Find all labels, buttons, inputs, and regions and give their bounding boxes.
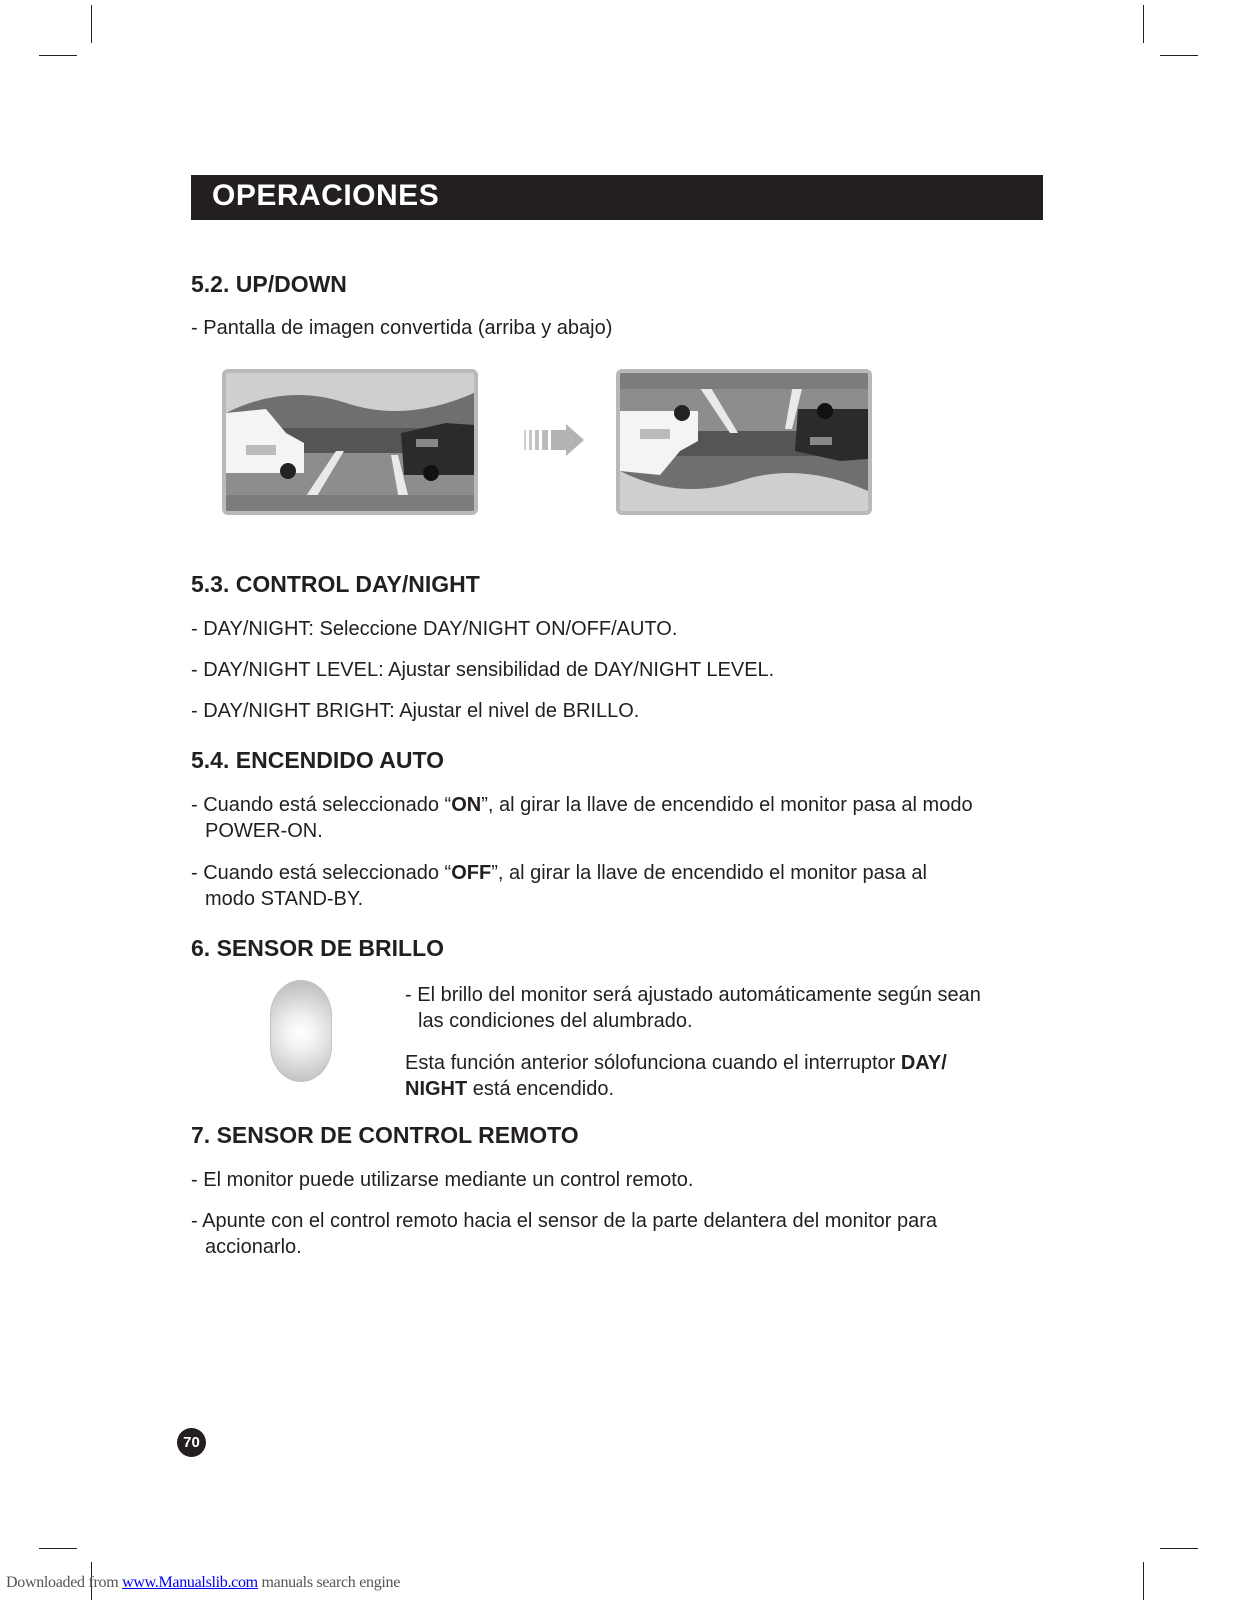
auto-bullet-2: - Cuando está seleccionado “OFF”, al girar la llave de encendido el monitor pasa al — [191, 862, 927, 884]
brightness-sensor-icon — [270, 980, 332, 1082]
auto-bullet-1: - Cuando está seleccionado “ON”, al girar la llave de encendido el monitor pasa al modo — [191, 794, 973, 816]
manualslib-link[interactable]: www.Manualslib.com — [122, 1574, 258, 1591]
updown-line: - Pantalla de imagen convertida (arriba y abajo) — [191, 317, 613, 339]
crop-mark — [1143, 5, 1144, 43]
heading-sensor-remoto: 7. SENSOR DE CONTROL REMOTO — [191, 1122, 579, 1148]
auto-bullet-2-cont: modo STAND-BY. — [205, 888, 364, 910]
heading-encendido-auto: 5.4. ENCENDIDO AUTO — [191, 747, 445, 773]
page-number-badge: 70 — [177, 1428, 206, 1457]
photo-flipped — [616, 369, 872, 515]
daynight-line-3: - DAY/NIGHT BRIGHT: Ajustar el nivel de BRILLO. — [191, 700, 640, 722]
brillo-bullet-1-cont: las condiciones del alumbrado. — [418, 1010, 693, 1032]
brillo-note-line-1: Esta función anterior sólofunciona cuando el interruptor DAY/ — [405, 1052, 947, 1074]
crop-mark — [39, 1548, 77, 1549]
remoto-bullet-2-cont: accionarlo. — [205, 1236, 302, 1258]
parking-lot-normal-image — [226, 373, 474, 511]
parking-lot-flipped-image — [620, 373, 868, 511]
daynight-line-1: - DAY/NIGHT: Seleccione DAY/NIGHT ON/OFF/AUTO. — [191, 618, 678, 640]
heading-updown: 5.2. UP/DOWN — [191, 271, 347, 297]
crop-mark — [39, 55, 77, 56]
heading-sensor-brillo: 6. SENSOR DE BRILLO — [191, 935, 445, 961]
crop-mark — [91, 5, 92, 43]
remoto-bullet-1: - El monitor puede utilizarse mediante un control remoto. — [191, 1169, 694, 1191]
auto-bullet-1-cont: POWER-ON. — [205, 820, 323, 842]
remoto-bullet-2: - Apunte con el control remoto hacia el sensor de la parte delantera del monitor para — [191, 1210, 938, 1232]
crop-mark — [1160, 55, 1198, 56]
brillo-note-line-2: NIGHT está encendido. — [405, 1078, 614, 1100]
photo-normal — [222, 369, 478, 515]
arrow-right-icon — [524, 424, 586, 456]
brillo-bullet-1: - El brillo del monitor será ajustado automáticamente según sean — [405, 984, 981, 1006]
crop-mark — [1143, 1562, 1144, 1600]
section-header-bar — [191, 175, 1043, 220]
daynight-line-2: - DAY/NIGHT LEVEL: Ajustar sensibilidad de DAY/NIGHT LEVEL. — [191, 659, 775, 681]
page-title: OPERACIONES — [212, 179, 440, 212]
crop-mark — [1160, 1548, 1198, 1549]
download-footer: Downloaded from www.Manualslib.com manuals search engine — [6, 1574, 401, 1591]
heading-daynight: 5.3. CONTROL DAY/NIGHT — [191, 571, 480, 597]
